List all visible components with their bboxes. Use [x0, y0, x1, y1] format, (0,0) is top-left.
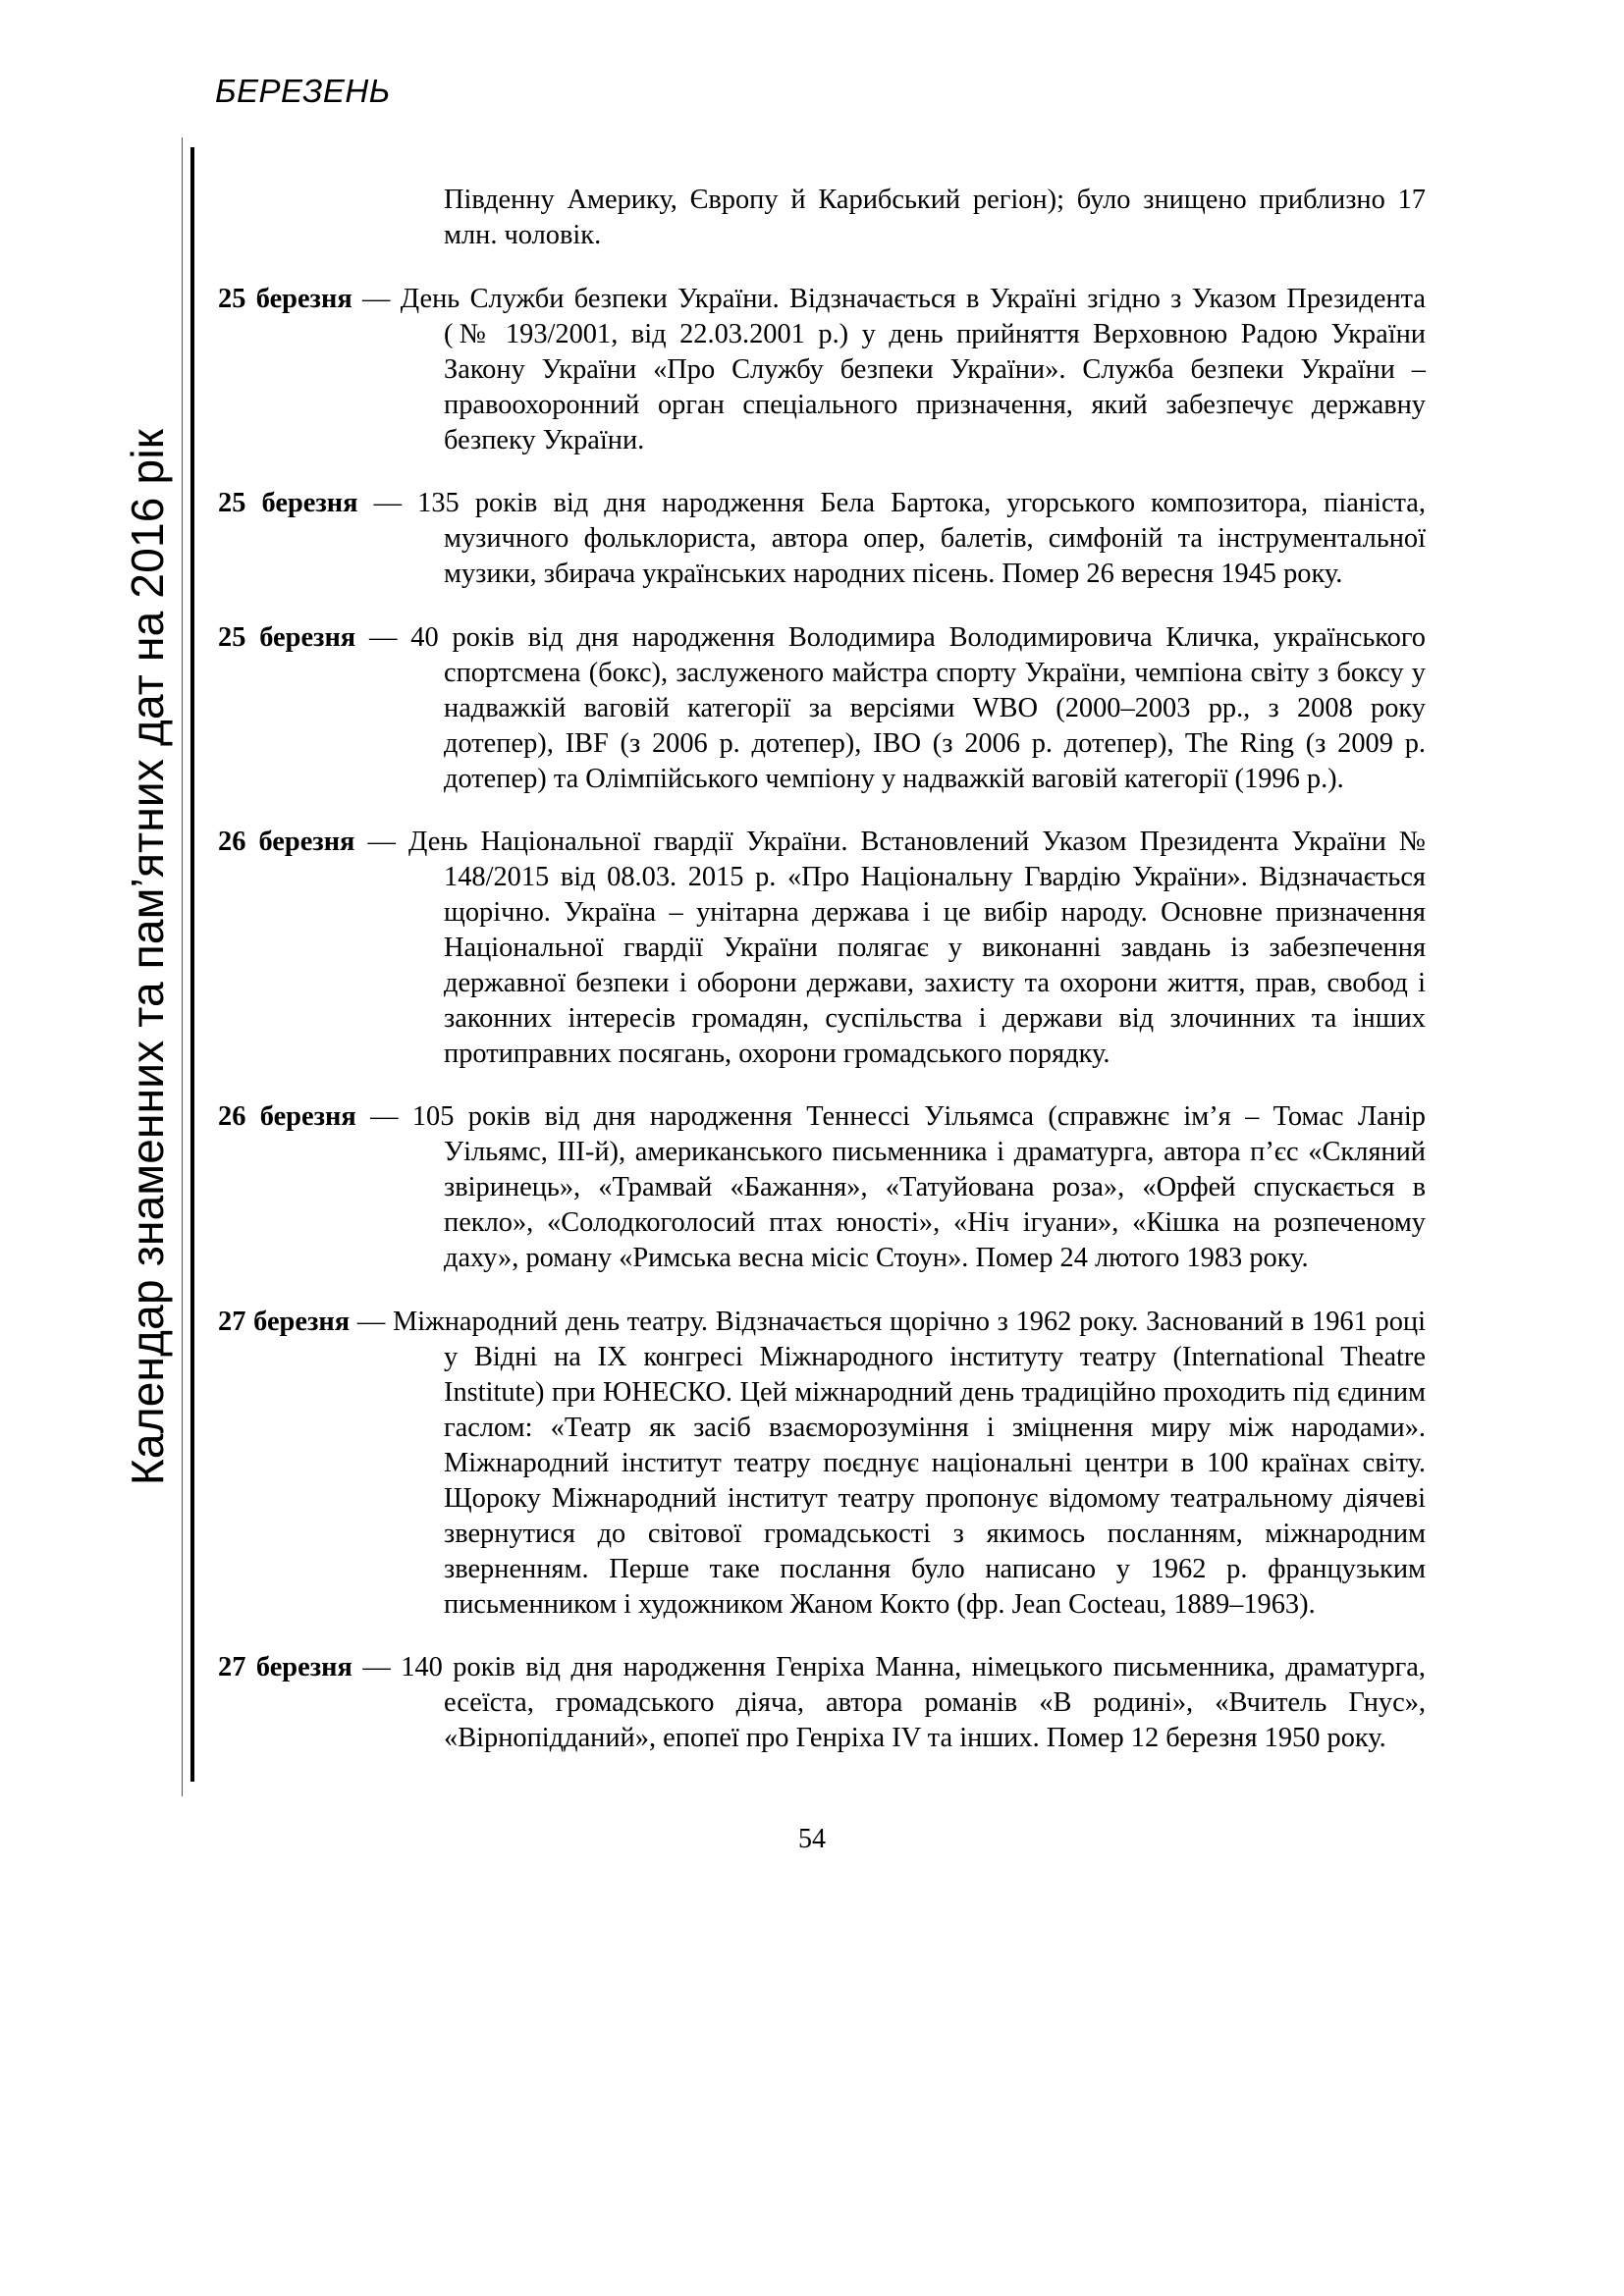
entry-date: 27 березня — [218, 1652, 352, 1683]
calendar-entry — [218, 1305, 1426, 1623]
calendar-entry — [218, 282, 1426, 458]
entry-text: Південну Америку, Європу й Карибський регіон); було знищено приблизно 17 млн. чоловік. — [444, 185, 1426, 251]
entry-date: 25 березня — [218, 621, 356, 653]
entry-date: 26 березня — [218, 826, 355, 857]
entry-dash: — — [352, 1652, 402, 1683]
calendar-entry — [218, 620, 1426, 797]
entry-text: 135 років від дня народження Бела Бартока, угорського композитора, піаніста, музичного фольклориста, автора опер, балетів, симфоній та інструментальної музики, збирача українських народних пісень. Помер 26 вересня 1945 року. — [417, 488, 1427, 590]
entry-date: 25 березня — [218, 488, 358, 519]
entry-date: 26 березня — [218, 1101, 356, 1133]
calendar-entry — [218, 825, 1426, 1072]
side-rule-thick — [190, 147, 194, 1782]
entry-text: День Служби безпеки України. Відзначається в Україні згідно з Указом Президента (№ 193/2001, від 22.03.2001 р.) у день прийняття Верховною Радою України Закону України «Про Службу безпеки України». Служба безпеки України – правоохоронний орган спеціального призначення, який забезпечує державну безпеку України. — [400, 283, 1426, 455]
calendar-entries — [218, 155, 1426, 1763]
vertical-book-title: Календар знаменних та пам’ятних дат на 2016 рік — [122, 428, 173, 1486]
entry-date: 25 березня — [218, 283, 352, 314]
entry-dash: — — [352, 283, 401, 314]
entry-dash: — — [350, 1306, 393, 1337]
entry-text: 105 років від дня народження Теннессі Уільямса (справжнє ім’я – Томас Ланір Уільямс, III-й), американського письменника і драматурга, автора п’єс «Скляний звіринець», «Трамвай «Бажання», «Татуйована роза», «Орфей спускається в пекло», «Солодкоголосий птах юності», «Ніч ігуани», «Кішка на розпеченому даху», роману «Римська весна місіс Стоун». Помер 24 лютого 1983 року. — [411, 1101, 1426, 1274]
entry-text: 140 років від дня народження Генріха Манна, німецького письменника, драматурга, есеїста, громадського діяча, автора романів «В родині», «Вчитель Гнус», «Вірнопідданий», епопеї про Генріха IV та інших. Помер 12 березня 1950 року. — [401, 1652, 1426, 1754]
calendar-entry — [218, 1650, 1426, 1756]
page-number: 54 — [798, 1824, 826, 1854]
entry-text: День Національної гвардії України. Встановлений Указом Президента України № 148/2015 від 08.03. 2015 р. «Про Національну Гвардію України». Відзначається щорічно. Україна – унітарна держава і це вибір народу. Основне призначення Національної гвардії України полягає у виконанні завдань із забезпечення державної безпеки і оборони держави, захисту та охорони життя, прав, свобод і законних інтересів громадян, суспільства і держави від злочинних та інших протиправних посягань, охорони громадського порядку. — [408, 826, 1426, 1069]
calendar-entry — [218, 183, 1426, 253]
entry-text: 40 років від дня народження Володимира Володимировича Кличка, українського спортсмена (бокс), заслуженого майстра спорту України, чемпіона світу з боксу у надважкій ваговій категорії за версіями WBO (2000–2003 рр., з 2008 року дотепер), IBF (з 2006 р. дотепер), IBO (з 2006 р. дотепер), The Ring (з 2009 р. дотепер) та Олімпійського чемпіону у надважкій ваговій категорії (1996 р.). — [410, 621, 1426, 794]
calendar-entry — [218, 486, 1426, 592]
entry-date: 27 березня — [218, 1306, 351, 1337]
calendar-entry — [218, 1099, 1426, 1276]
entry-dash: — — [355, 621, 411, 653]
entry-text: Міжнародний день театру. Відзначається щорічно з 1962 року. Заснований в 1961 році у Відні на IX конгресі Міжнародного інституту театру (International Theatre Institute) при ЮНЕСКО. Цей міжнародний день традиційно проходить під єдиним гаслом: «Театр як засіб взаєморозуміння і зміцнення миру між народами». Міжнародний інститут театру поєднує національні центри в 100 країнах світу. Щороку Міжнародний інститут театру пропонує відомому театральному діячеві звернутися до світової громадськості з якимось посланням, міжнародним зверненням. Перше таке послання було написано у 1962 р. французьким письменником і художником Жаном Кокто (фр. Jean Cocteau, 1889–1963). — [392, 1306, 1426, 1620]
running-head-month: БЕРЕЗЕНЬ — [215, 73, 391, 109]
side-rule-thin — [182, 137, 183, 1796]
entry-dash: — — [357, 488, 418, 519]
entry-dash: — — [355, 1101, 412, 1133]
entry-dash: — — [354, 826, 408, 857]
